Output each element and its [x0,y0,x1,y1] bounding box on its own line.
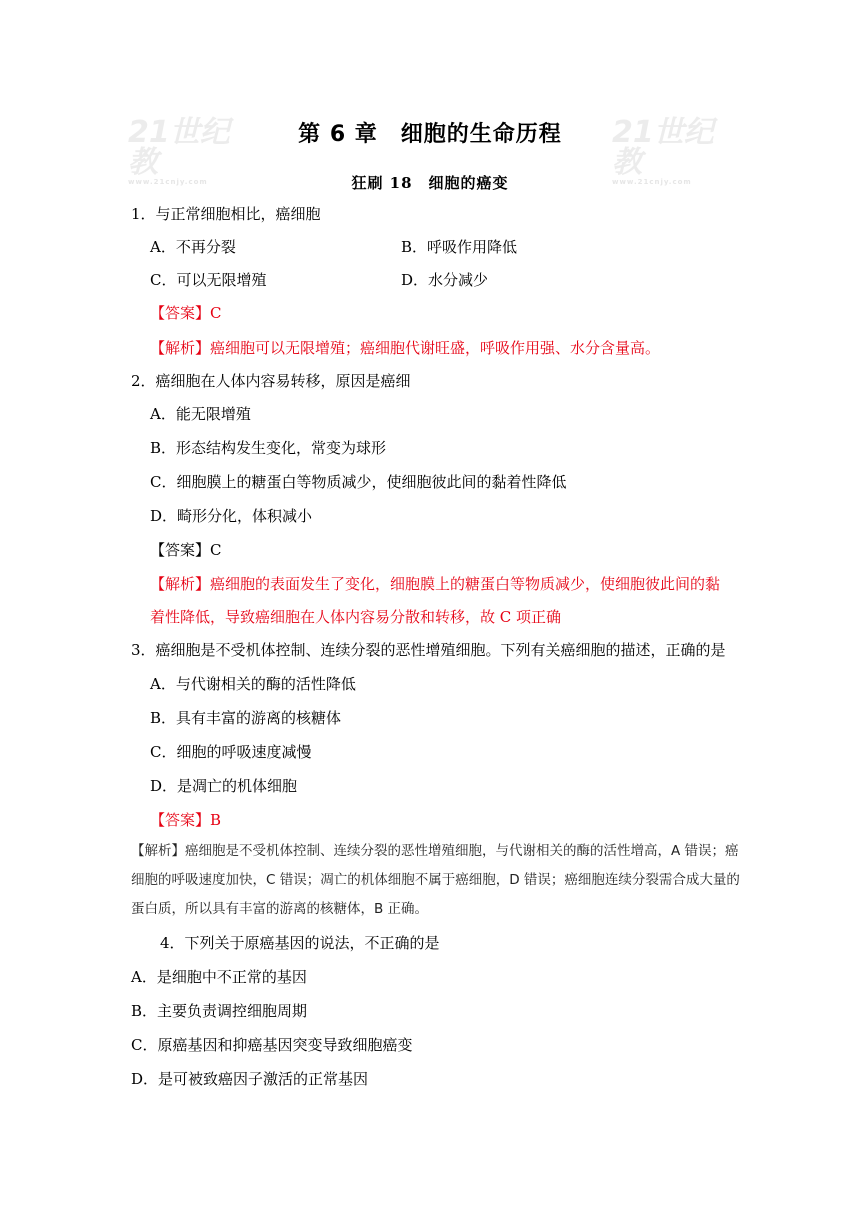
analysis-text: 癌细胞可以无限增殖；癌细胞代谢旺盛，呼吸作用强、水分含量高。 [210,339,661,357]
q1-answer [150,303,222,323]
watermark-text: 21世纪教 [128,115,230,180]
q4-option-a: A．是细胞中不正常的基因 [131,968,307,986]
answer-label: 【答案】 [150,811,211,829]
q2-option-c: C．细胞膜上的糖蛋白等物质减少，使细胞彼此间的黏着性降低 [150,473,567,491]
answer-value: C [210,304,222,322]
q3-answer [150,810,221,830]
analysis-label: 【解析】 [150,339,211,357]
q3-stem: 3．癌细胞是不受机体控制、连续分裂的恶性增殖细胞。下列有关癌细胞的描述，正确的是 [131,641,726,659]
q1-option-b: B．呼吸作用降低 [401,238,518,256]
q4-option-d: D．是可被致癌因子激活的正常基因 [131,1070,369,1088]
watermark-text: 21世纪教 [612,115,714,180]
q2-analysis-line1 [150,574,720,594]
q1-option-a: A．不再分裂 [150,238,236,256]
q2-stem: 2．癌细胞在人体内容易转移，原因是癌细 [131,372,411,390]
q3-option-a: A．与代谢相关的酶的活性降低 [150,675,356,693]
answer-value: C [210,541,222,559]
q3-option-c: C．细胞的呼吸速度减慢 [150,743,312,761]
q1-stem: 1．与正常细胞相比，癌细胞 [131,205,321,223]
watermark-url: www.21cnjy.com [612,178,692,186]
q1-option-c: C．可以无限增殖 [150,271,267,289]
q3-option-b: B．具有丰富的游离的核糖体 [150,709,342,727]
analysis-label: 【解析】 [150,575,211,593]
q2-option-a: A．能无限增殖 [150,405,251,423]
section-title: 狂刷 18 细胞的癌变 [351,174,509,192]
q4-option-b: B．主要负责调控细胞周期 [131,1002,308,1020]
answer-label: 【答案】 [150,541,211,559]
q4-stem: 4．下列关于原癌基因的说法，不正确的是 [160,934,440,952]
q3-analysis-line1: 【解析】癌细胞是不受机体控制、连续分裂的恶性增殖细胞，与代谢相关的酶的活性增高，A 错误；癌 [131,843,739,859]
q3-analysis-line2: 细胞的呼吸速度加快，C 错误；凋亡的机体细胞不属于癌细胞，D 错误；癌细胞连续分裂需合成大量的 [131,872,740,888]
q1-option-d: D．水分减少 [401,271,489,289]
analysis-text: 癌细胞的表面发生了变化，细胞膜上的糖蛋白等物质减少，使细胞彼此间的黏 [210,575,721,593]
q1-analysis [150,338,660,358]
q3-option-d: D．是凋亡的机体细胞 [150,777,298,795]
answer-label: 【答案】 [150,304,211,322]
q2-option-b: B．形态结构发生变化，常变为球形 [150,439,387,457]
q3-analysis-line3: 蛋白质，所以具有丰富的游离的核糖体，B 正确。 [131,901,429,917]
q2-answer [150,540,222,560]
q4-option-c: C．原癌基因和抑癌基因突变导致细胞癌变 [131,1036,413,1054]
q2-analysis-line2: 着性降低，导致癌细胞在人体内容易分散和转移，故 C 项正确 [150,608,562,626]
chapter-title: 第 6 章 细胞的生命历程 [298,122,562,147]
watermark-url: www.21cnjy.com [128,178,208,186]
q2-option-d: D．畸形分化，体积减小 [150,507,313,525]
answer-value: B [210,811,222,829]
